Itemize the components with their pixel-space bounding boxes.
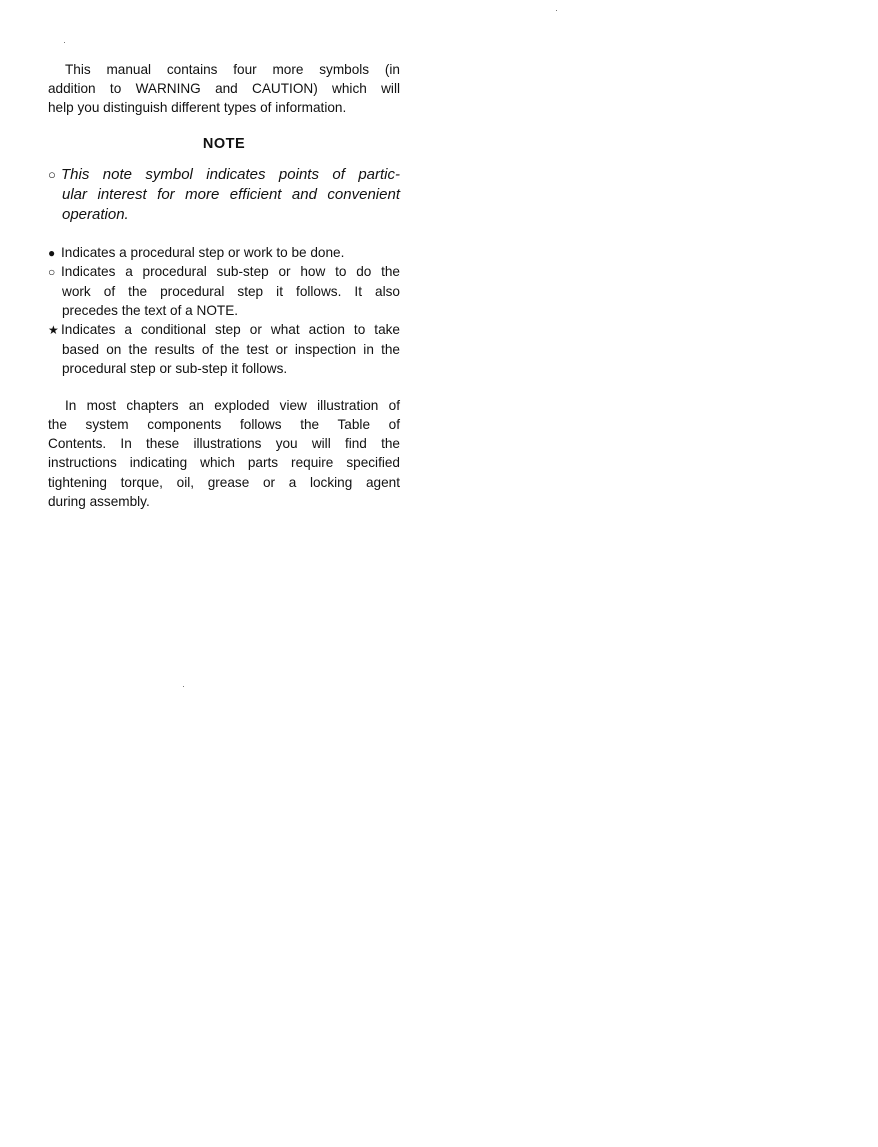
closing-line: instructions indicating which parts require specified [48, 455, 400, 470]
closing-line: In most chapters an exploded view illustration of [65, 398, 400, 413]
symbol-line: Indicates a procedural step or work to be done. [61, 245, 345, 260]
star-icon: ★ [48, 323, 59, 337]
open-circle-icon: ○ [48, 265, 56, 279]
symbol-line: based on the results of the test or inspection in the [62, 342, 400, 357]
closing-line: Contents. In these illustrations you will find the [48, 436, 400, 451]
scan-speck [556, 10, 557, 11]
symbol-line: precedes the text of a NOTE. [62, 303, 239, 318]
note-line: operation. [62, 206, 129, 223]
closing-line: during assembly. [48, 494, 150, 509]
symbol-item [48, 321, 400, 339]
filled-circle-icon: ● [48, 246, 56, 260]
symbol-line: procedural step or sub-step it follows. [62, 361, 288, 376]
note-line: This note symbol indicates points of partic- [61, 166, 400, 183]
note-first-line [48, 166, 400, 184]
scan-speck [183, 686, 184, 687]
symbol-line: Indicates a conditional step or what action to take [61, 322, 400, 337]
intro-line: addition to WARNING and CAUTION) which will [48, 81, 400, 96]
closing-line: tightening torque, oil, grease or a locking agent [48, 475, 400, 490]
symbol-line: Indicates a procedural sub-step or how to do the [61, 264, 400, 279]
symbol-item [48, 244, 400, 262]
note-heading: NOTE [202, 136, 246, 152]
symbol-item [48, 263, 400, 281]
scan-speck [64, 42, 65, 43]
closing-line: the system components follows the Table of [48, 417, 400, 432]
open-circle-icon: ○ [48, 167, 56, 182]
symbol-line: work of the procedural step it follows. It also [62, 284, 400, 299]
intro-line: help you distinguish different types of information. [48, 100, 347, 115]
intro-line: This manual contains four more symbols (in [65, 62, 400, 77]
note-line: ular interest for more efficient and convenient [62, 186, 400, 203]
